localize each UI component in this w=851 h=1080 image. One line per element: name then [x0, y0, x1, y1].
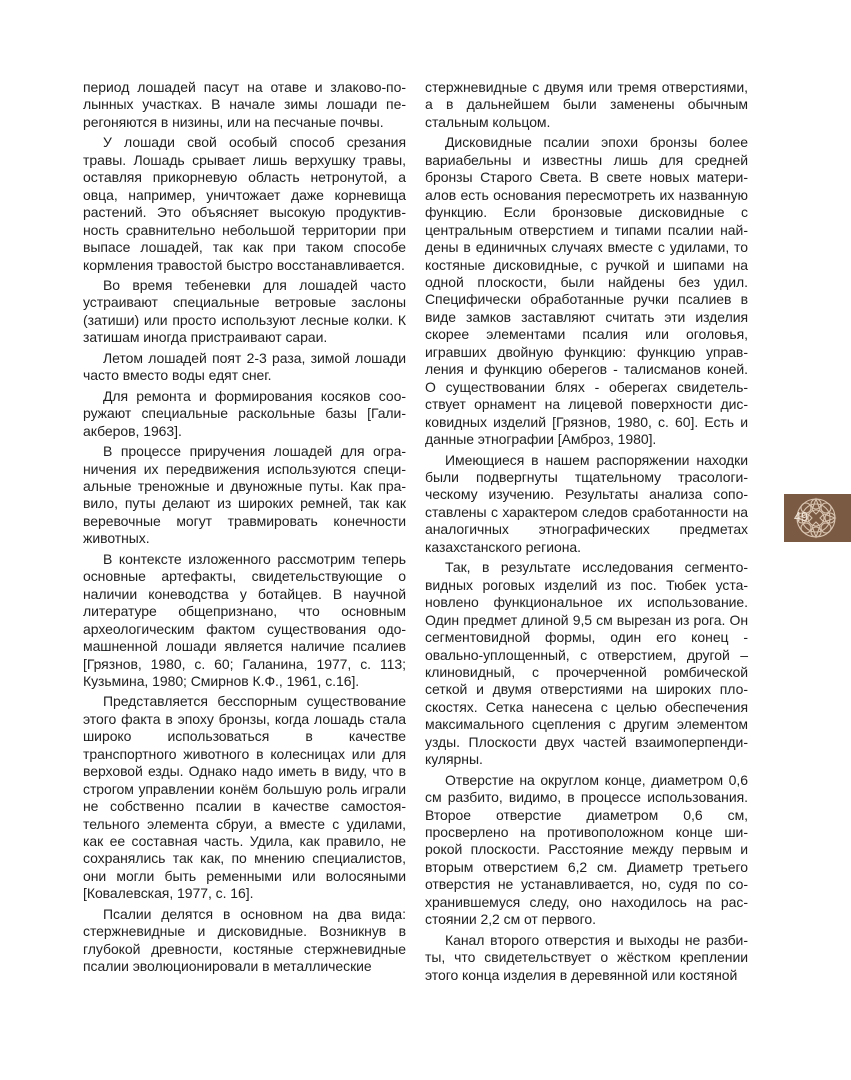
paragraph: Имеющиеся в нашем распоряжении находки были подвергнуты тщательному трасологическому изучению. Результаты анализа сопоставлены с характером следов сработанности на аналогичных этнографических предметах казахстанского региона. — [425, 451, 748, 555]
paragraph: Канал второго отверстия и выходы не разбиты, что свидетельствует о жёстком креплении этого конца изделия в деревянной или костяной — [425, 931, 748, 983]
right-text-column — [425, 79, 748, 984]
paragraph: Отверстие на округлом конце, диаметром 0,6 см разбито, видимо, в процессе использования. Второе отверстие диаметром 0,6 см, просверлено на противоположном конце широкой плоскости. Расстояние между первым и вторым отверстием 6,2 см. Диаметр третьего отверстия не устанавливается, но, судя по сохранившемуся следу, оно находилось на расстоянии 2,2 см от первого. — [425, 771, 748, 928]
paragraph: Дисковидные псалии эпохи бронзы более вариабельны и известны лишь для средней бронзы Старого Света. В свете новых материалов есть основания пересмотреть их названную функцию. Если бронзовые дисковидные с центральным отверстием и типами псалии найдены в единичных случаях вместе с удилами, то костяные дисковидные, с ручкой и шипами на одной плоскости, были найдены без удил. Специфически обработанные ручки псалиев в виде замков заставляют считать эти изделия скорее элементами псалия или оголовья, игравших двойную функцию: функцию управления и функцию оберегов - талисманов коней. О существовании блях - оберегах свидетельствует орнамент на лицевой поверхности дисковидных изделий [Грязнов, 1980, с. 60]. Есть и данные этнографии [Амброз, 1980]. — [425, 134, 748, 448]
paragraph: Летом лошадей поят 2-3 раза, зимой лошади часто вместо воды едят снег. — [83, 349, 406, 384]
paragraph: Псалии делятся в основном на два вида: стержневидные и дисковидные. Возникнув в глубокой древности, костяные стержневидные псалии эволюционировали в металлические — [83, 905, 406, 975]
paragraph: стержневидные с двумя или тремя отверстиями, а в дальнейшем были заменены обычным стальным кольцом. — [425, 79, 748, 130]
paragraph: В процессе приручения лошадей для ограничения их передвижения используются специальные треножные и двуножные путы. Как правило, путы делают из широких ремней, так как веревочные могут травмировать конечности животных. — [83, 443, 406, 547]
paragraph: Во время тебеневки для лошадей часто устраивают специальные ветровые заслоны (затиши) или просто используют лесные колки. К затишам иногда пристраивают сараи. — [83, 276, 406, 346]
left-text-column — [83, 79, 406, 976]
paragraph: В контексте изложенного рассмотрим теперь основные артефакты, свидетельствующие о наличии коневодства у ботайцев. В научной литературе общепризнано, что основным археологическим фактом существования одомашненной лошади является наличие псалиев [Грязнов, 1980, с. 60; Галанина, 1977, с. 113; Кузьмина, 1980; Смирнов К.Ф., 1961, с.16]. — [83, 550, 406, 689]
paragraph: У лошади свой особый способ срезания травы. Лошадь срывает лишь верхушку травы, оставляя прикорневую область нетронутой, а овца, например, уничтожает даже корневища растений. Это объясняет высокую продуктивность сравнительно небольшой территории при выпасе лошадей, так как при таком способе кормления травостой быстро восстанавливается. — [83, 134, 406, 273]
page-number: 49 — [794, 510, 808, 524]
paragraph: Для ремонта и формирования косяков сооружают специальные раскольные базы [Галиакберов, 1963]. — [83, 387, 406, 439]
paragraph: период лошадей пасут на отаве и злаково-полынных участках. В начале зимы лошади перегоняются в низины, или на песчаные почвы. — [83, 79, 406, 130]
page-number-tab — [784, 494, 851, 542]
paragraph: Представляется бесспорным существование этого факта в эпоху бронзы, когда лошадь стала широко использоваться в качестве транспортного животного в колесницах или для верховой езды. Однако надо иметь в виду, что в строгом управлении конём большую роль играли не собственно псалии в качестве самостоятельного элемента сбруи, а вместе с удилами, как ее составная часть. Удила, как правило, не сохранялись так как, по мнению специалистов, они могли быть ременными или волосяными [Ковалевская, 1977, с. 16]. — [83, 693, 406, 902]
paragraph: Так, в результате исследования сегментовидных роговых изделий из пос. Тюбек установлено функциональное их использование. Один предмет длиной 9,5 см вырезан из рога. Он сегментовидной формы, один его конец - овально-уплощенный, с отверстием, другой – клиновидный, с прочерченной ромбической сеткой и двумя отверстиями на широких плоскостях. Сетка нанесена с целью обеспечения максимального сцепления с другим элементом узды. Плоскости двух частей взаимоперпендикулярны. — [425, 559, 748, 768]
